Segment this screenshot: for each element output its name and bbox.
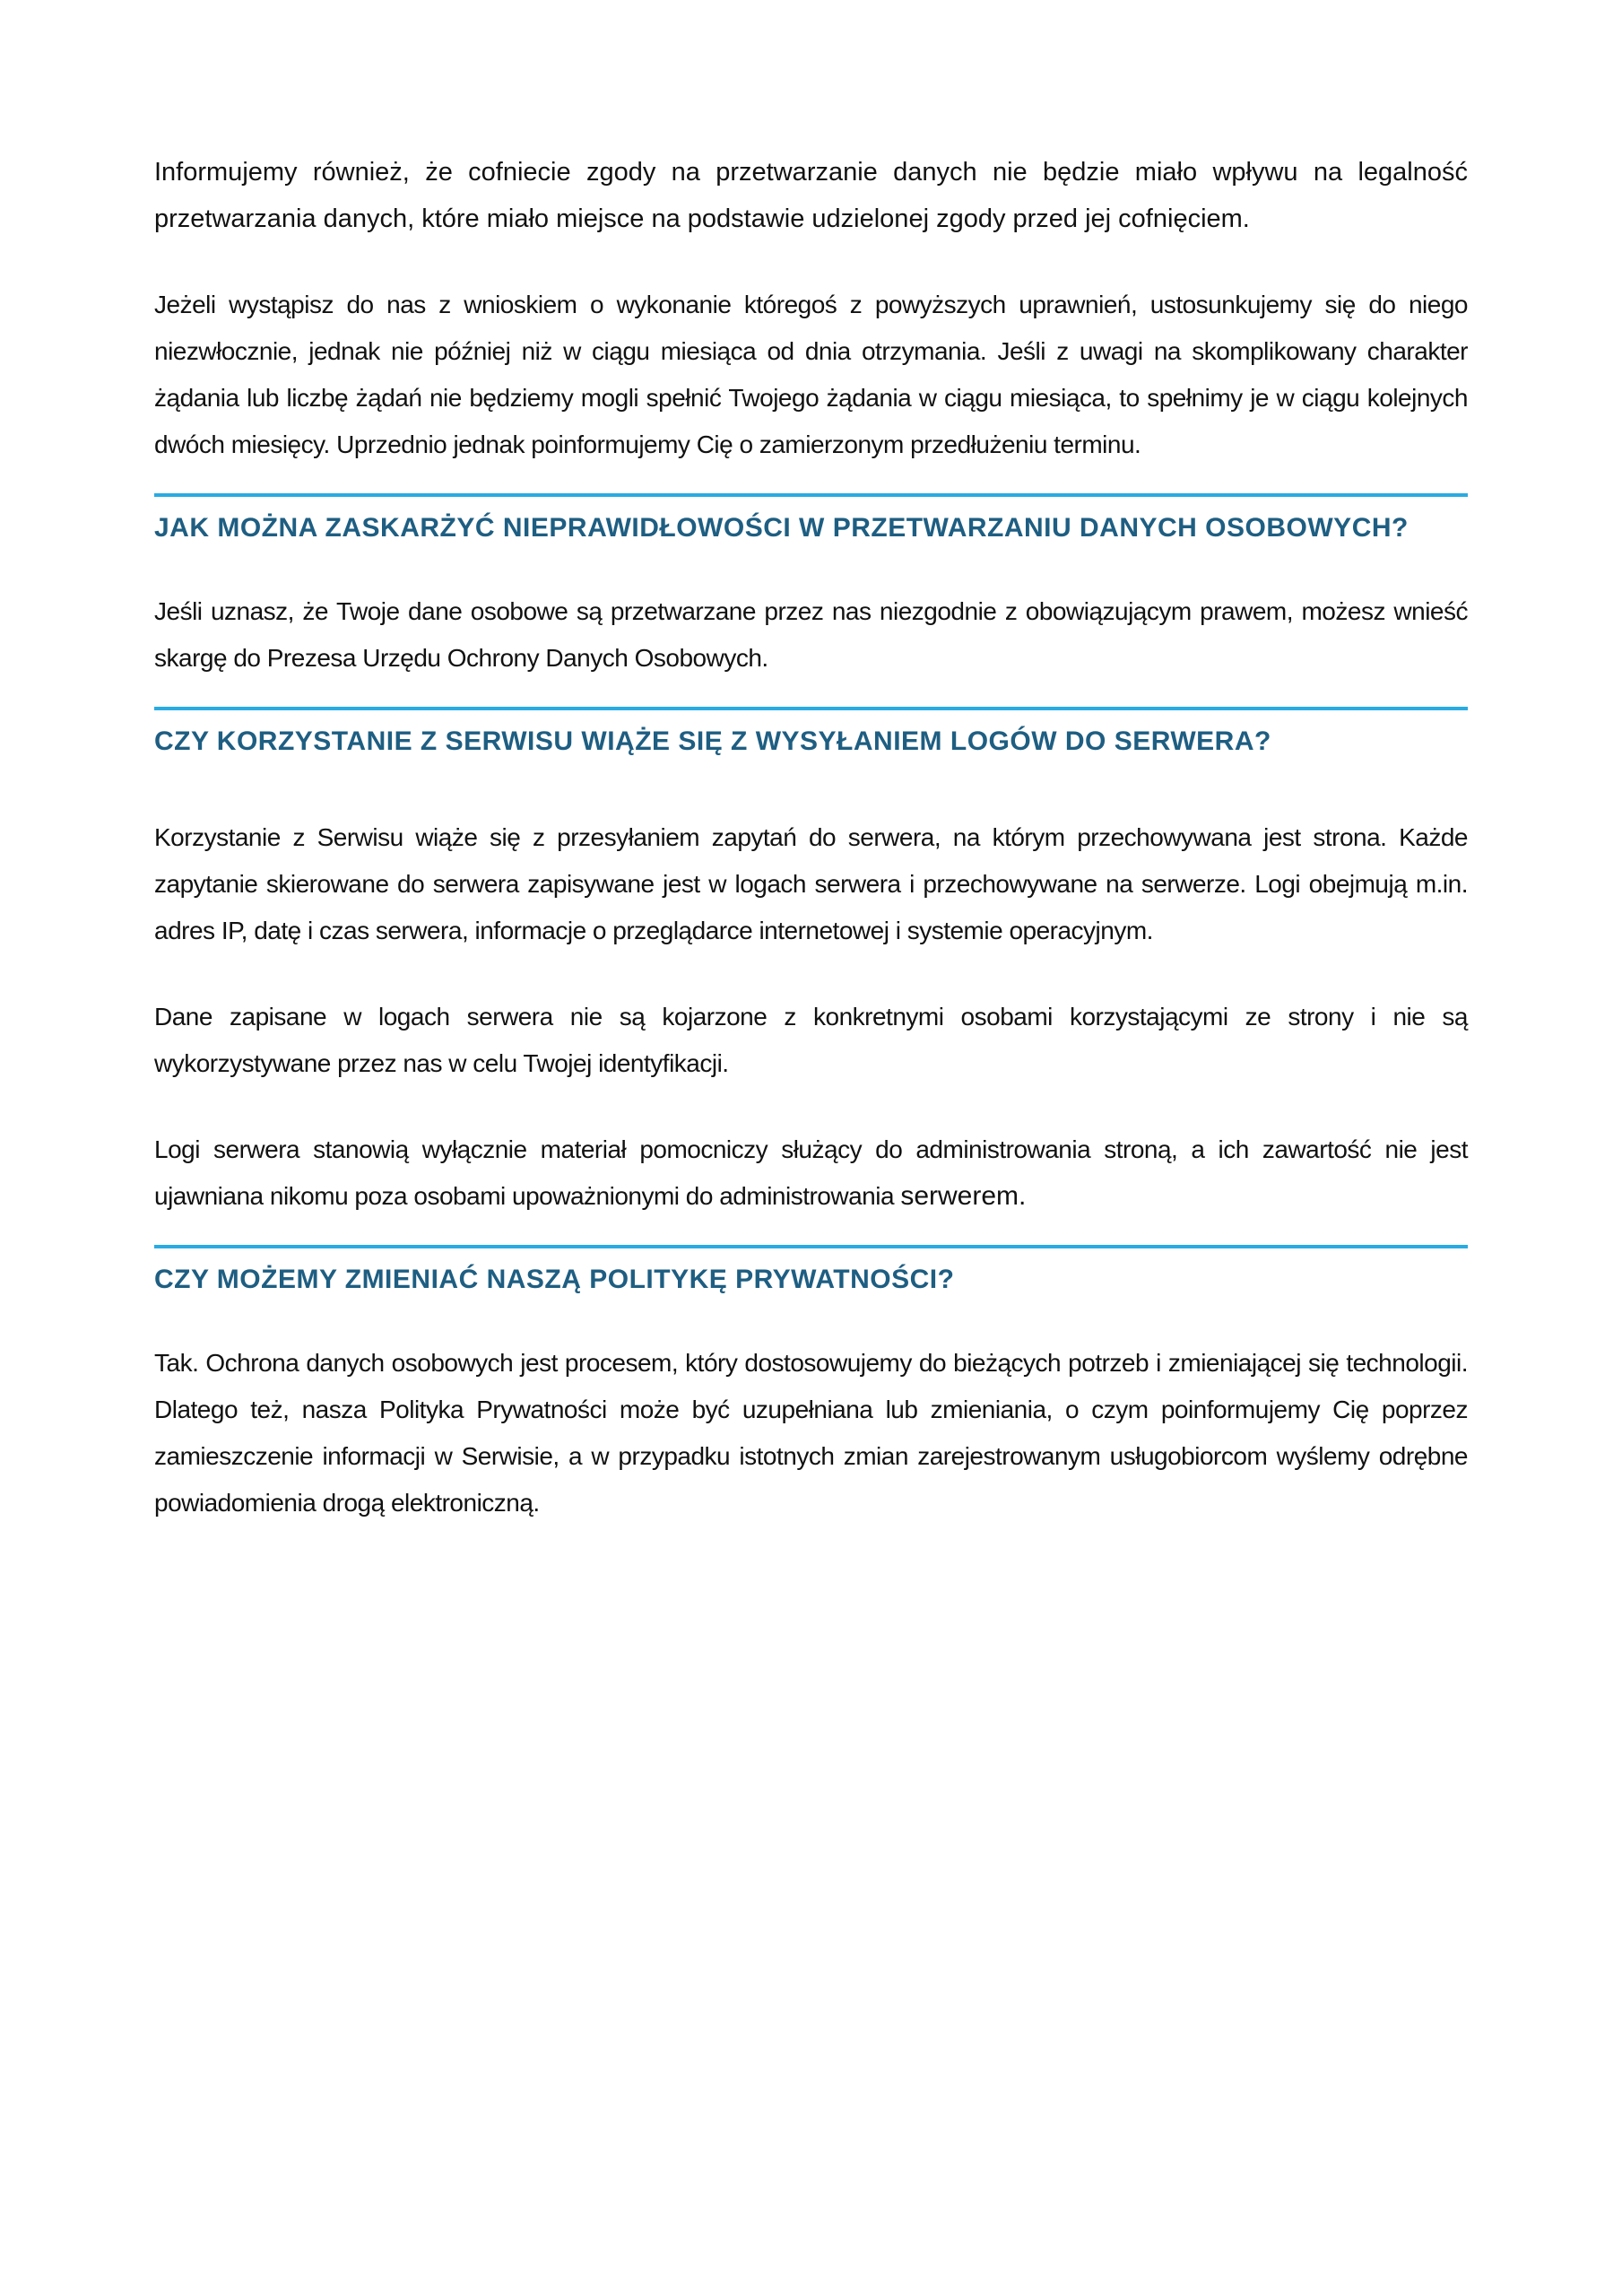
paragraph-logs-overview: Korzystanie z Serwisu wiąże się z przesyłaniem zapytań do serwera, na którym przechowywana jest strona. Każde zapytanie skierowane do serwera zapisywane jest w logach serwera i przechowywane na serwerze. Logi obejmują m.in. adres IP, datę i czas serwera, informacje o przeglądarce internetowej i systemie operacyjnym. [154,823,1468,944]
section-policy-changes [154,1245,1468,1299]
section-complaints [154,493,1468,547]
section-heading-complaints: JAK MOŻNA ZASKARŻYĆ NIEPRAWIDŁOWOŚCI W PRZETWARZANIU DANYCH OSOBOWYCH? [154,513,1409,543]
paragraph-logs-purpose [154,1126,1468,1220]
paragraph-request-handling: Jeżeli wystąpisz do nas z wnioskiem o wykonanie któregoś z powyższych uprawnień, ustosunkujemy się do niego niezwłocznie, jednak nie później niż w ciągu miesiąca od dnia otrzymania. Jeśli z uwagi na skomplikowany charakter żądania lub liczbę żądań nie będziemy mogli spełnić Twojego żądania w ciągu miesiąca, to spełnimy je w ciągu kolejnych dwóch miesięcy. Uprzednio jednak poinformujemy Cię o zamierzonym przedłużeniu terminu. [154,291,1468,458]
paragraph-logs-purpose-tail: serwerem. [900,1181,1027,1211]
paragraph-logs-not-linked: Dane zapisane w logach serwera nie są kojarzone z konkretnymi osobami korzystającymi ze strony i nie są wykorzystywane przez nas w celu Twojej identyfikacji. [154,1003,1468,1077]
section-server-logs [154,707,1468,761]
paragraph-policy-changes: Tak. Ochrona danych osobowych jest procesem, który dostosowujemy do bieżących potrzeb i zmieniającej się technologii. Dlatego też, nasza Polityka Prywatności może być uzupełniana lub zmieniania, o czym poinformujemy Cię poprzez zamieszczenie informacji w Serwisie, a w przypadku istotnych zmian zarejestrowanym usługobiorcom wyślemy odrębne powiadomienia drogą elektroniczną. [154,1349,1468,1517]
paragraph-logs-purpose-text: Logi serwera stanowią wyłącznie materiał pomocniczy służący do administrowania stroną, a ich zawartość nie jest ujawniana nikomu poza osobami upoważnionymi do administrowania [154,1135,1468,1210]
paragraph-consent-withdrawal: Informujemy również, że cofniecie zgody na przetwarzanie danych nie będzie miało wpływu na legalność przetwarzania danych, które miało miejsce na podstawie udzielonej zgody przed jej cofnięciem. [154,158,1468,233]
section-heading-policy-changes: CZY MOŻEMY ZMIENIAĆ NASZĄ POLITYKĘ PRYWATNOŚCI? [154,1265,955,1294]
section-heading-server-logs: CZY KORZYSTANIE Z SERWISU WIĄŻE SIĘ Z WYSYŁANIEM LOGÓW DO SERWERA? [154,726,1271,756]
paragraph-complaint-right: Jeśli uznasz, że Twoje dane osobowe są przetwarzane przez nas niezgodnie z obowiązującym prawem, możesz wnieść skargę do Prezesa Urzędu Ochrony Danych Osobowych. [154,597,1468,672]
